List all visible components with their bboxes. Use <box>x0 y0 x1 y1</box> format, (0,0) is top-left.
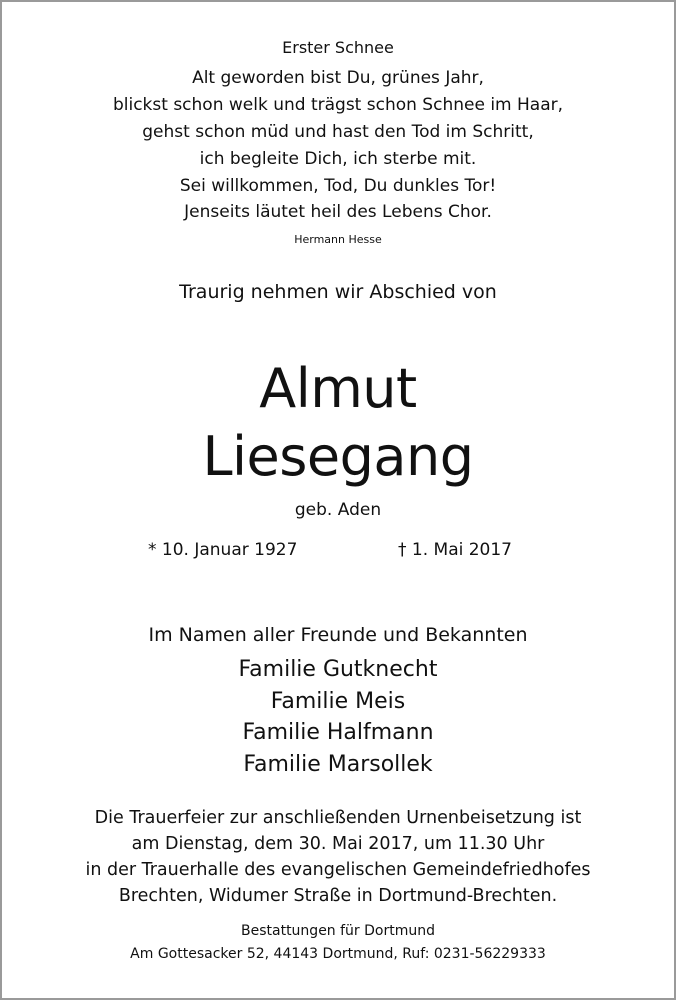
poem-line: Sei willkommen, Tod, Du dunkles Tor! <box>179 176 497 196</box>
poem-line: gehst schon müd und hast den Tod im Schritt, <box>142 122 534 142</box>
family-name: Familie Gutknecht <box>238 657 438 682</box>
deceased-last-name: Liesegang <box>202 425 474 488</box>
family-name: Familie Marsollek <box>243 752 433 777</box>
farewell-intro: Traurig nehmen wir Abschied von <box>179 281 497 303</box>
death-date: † 1. Mai 2017 <box>398 540 513 560</box>
maiden-name: geb. Aden <box>294 500 382 520</box>
ceremony-line: Die Trauerfeier zur anschließenden Urnenbeisetzung ist <box>94 808 582 828</box>
poem-line: blickst schon welk und trägst schon Schnee im Haar, <box>112 95 564 115</box>
poem-line: Jenseits läutet heil des Lebens Chor. <box>184 202 492 222</box>
mourners-intro: Im Namen aller Freunde und Bekannten <box>148 624 528 646</box>
poem-author: Hermann Hesse <box>294 233 382 246</box>
undertaker-name: Bestattungen für Dortmund <box>241 923 435 939</box>
undertaker-address: Am Gottesacker 52, 44143 Dortmund, Ruf: 0231-56229333 <box>130 946 546 962</box>
ceremony-line: Brechten, Widumer Straße in Dortmund-Brechten. <box>118 886 558 906</box>
poem-line: ich begleite Dich, ich sterbe mit. <box>199 149 477 169</box>
family-name: Familie Halfmann <box>242 720 434 745</box>
family-name: Familie Meis <box>270 689 406 714</box>
poem-line: Alt geworden bist Du, grünes Jahr, <box>192 68 484 88</box>
deceased-first-name: Almut <box>259 357 417 420</box>
ceremony-line: in der Trauerhalle des evangelischen Gemeindefriedhofes <box>85 860 591 880</box>
ceremony-line: am Dienstag, dem 30. Mai 2017, um 11.30 Uhr <box>131 834 545 854</box>
poem-title: Erster Schnee <box>282 38 394 57</box>
birth-date: * 10. Januar 1927 <box>148 540 298 560</box>
life-dates <box>2 542 674 564</box>
